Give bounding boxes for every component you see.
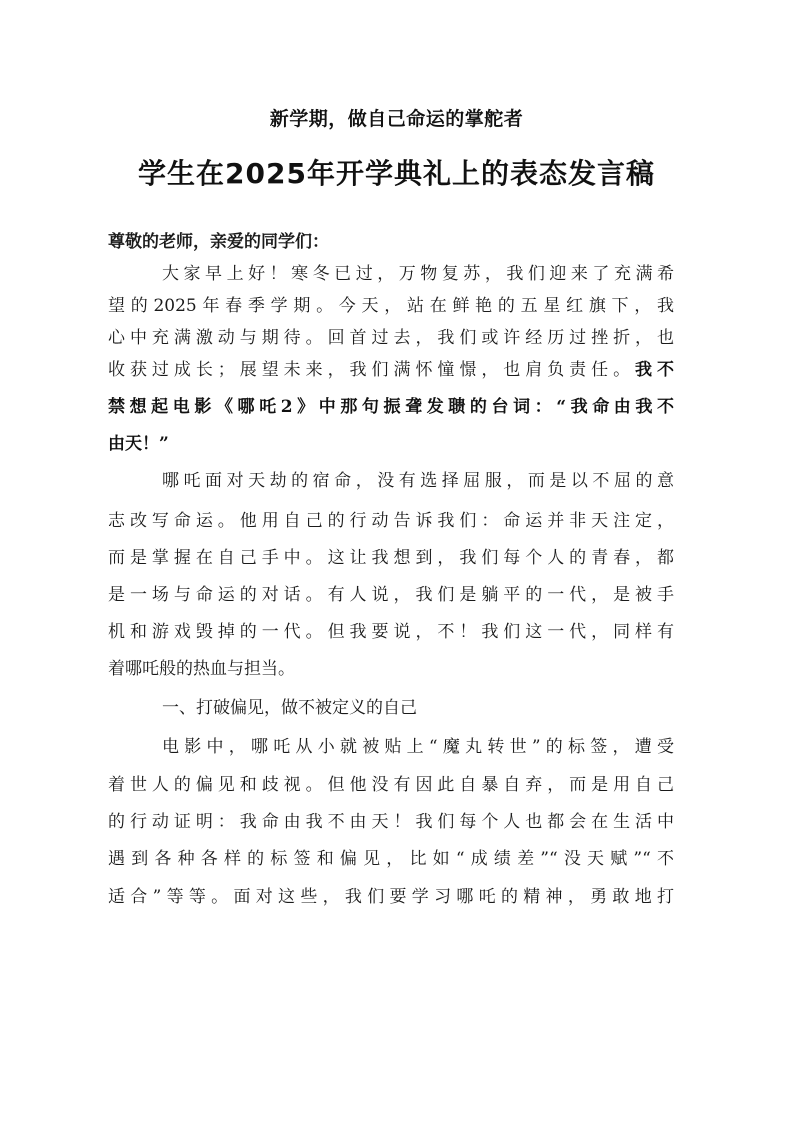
section-heading: 一、打破偏见，做不被定义的自己 — [162, 698, 417, 718]
paragraph-line: 心中充满激动与期待。回首过去，我们或许经历过挫折，也 — [108, 328, 674, 348]
paragraph-line: 着哪吒般的热血与担当。 — [108, 659, 295, 679]
document-title: 学生在2025年开学典礼上的表态发言稿 — [138, 157, 655, 190]
paragraph-line: 机和游戏毁掉的一代。但我要说，不！我们这一代，同样有 — [108, 622, 674, 642]
document-subtitle: 新学期，做自己命运的掌舵者 — [269, 108, 524, 130]
greeting-line: 尊敬的老师，亲爱的同学们： — [108, 232, 329, 252]
bold-quote-line: 禁想起电影《哪吒2》中那句振聋发聩的台词：“我命由我不 — [108, 397, 674, 417]
paragraph-line: 望的2025年春季学期。今天，站在鲜艳的五星红旗下，我 — [108, 296, 674, 316]
paragraph-line: 电影中，哪吒从小就被贴上“魔丸转世”的标签，遭受 — [162, 737, 674, 757]
paragraph-text: 收获过成长；展望未来，我们满怀憧憬，也肩负责任。 — [108, 360, 636, 380]
paragraph-line — [108, 355, 674, 385]
paragraph-line: 着世人的偏见和歧视。但他没有因此自暴自弃，而是用自己 — [108, 775, 674, 795]
paragraph-line: 大家早上好！寒冬已过，万物复苏，我们迎来了充满希 — [162, 264, 674, 284]
paragraph-line: 遇到各种各样的标签和偏见，比如“成绩差”“没天赋”“不 — [108, 849, 674, 869]
paragraph-line: 适合”等等。面对这些，我们要学习哪吒的精神，勇敢地打 — [108, 887, 674, 907]
paragraph-line: 而是掌握在自己手中。这让我想到，我们每个人的青春，都 — [108, 548, 674, 568]
paragraph-line: 志改写命运。他用自己的行动告诉我们：命运并非天注定， — [108, 511, 674, 531]
paragraph-line: 哪吒面对天劫的宿命，没有选择屈服，而是以不屈的意 — [162, 471, 674, 491]
paragraph-line: 的行动证明：我命由我不由天！我们每个人也都会在生活中 — [108, 812, 674, 832]
bold-quote-line: 由天！” — [108, 434, 169, 454]
paragraph-line: 是一场与命运的对话。有人说，我们是躺平的一代，是被手 — [108, 585, 674, 605]
bold-quote-intro: 我不 — [635, 360, 675, 380]
